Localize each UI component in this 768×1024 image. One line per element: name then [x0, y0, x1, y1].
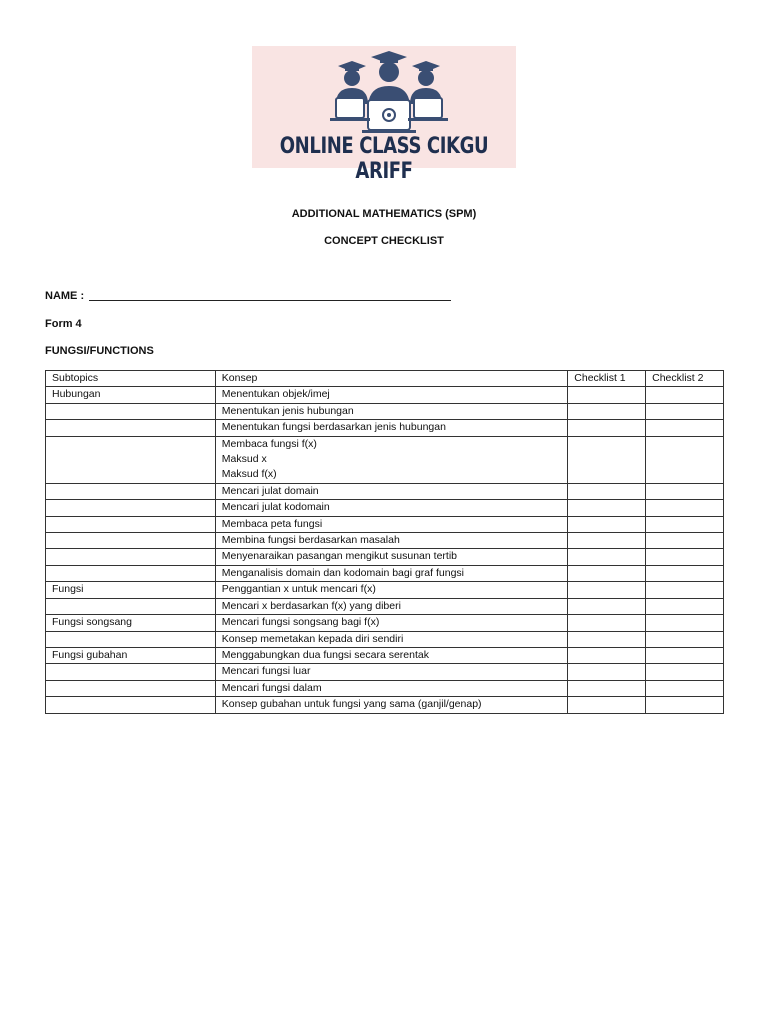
checklist-2-cell[interactable]: [646, 500, 724, 516]
checklist-2-cell[interactable]: [646, 483, 724, 499]
konsep-line: Menentukan objek/imej: [221, 388, 330, 401]
konsep-line: Mencari x berdasarkan f(x) yang diberi: [221, 599, 401, 612]
checklist-1-cell[interactable]: [568, 387, 646, 403]
konsep-cell: [215, 516, 568, 532]
document-subtitle: CONCEPT CHECKLIST: [324, 235, 444, 247]
konsep-cell: [215, 420, 568, 436]
name-underline: [89, 300, 451, 301]
checklist-1-cell[interactable]: [568, 483, 646, 499]
subtopic-cell: [46, 516, 216, 532]
checklist-1-cell[interactable]: [568, 680, 646, 696]
konsep-line: Mencari julat domain: [221, 484, 319, 497]
subtopic-cell: [46, 500, 216, 516]
konsep-cell: [215, 533, 568, 549]
konsep-line: Konsep gubahan untuk fungsi yang sama (ganjil/genap): [221, 698, 482, 711]
name-label: NAME :: [45, 290, 85, 302]
header-konsep: Konsep: [215, 371, 568, 387]
konsep-line: Menentukan jenis hubungan: [221, 404, 354, 417]
logo-text: ONLINE CLASS CIKGU ARIFF: [279, 134, 489, 184]
checklist-2-cell[interactable]: [646, 697, 724, 713]
konsep-cell: [215, 697, 568, 713]
table-row: [46, 647, 724, 663]
checklist-1-cell[interactable]: [568, 664, 646, 680]
konsep-cell: [215, 387, 568, 403]
checklist-2-cell[interactable]: [646, 664, 724, 680]
subtopic-cell: [46, 631, 216, 647]
table-row: [46, 483, 724, 499]
table-row: [46, 387, 724, 403]
konsep-cell: [215, 680, 568, 696]
checklist-2-cell[interactable]: [646, 598, 724, 614]
table-row: [46, 615, 724, 631]
checklist-1-cell[interactable]: [568, 598, 646, 614]
subtopic-cell: Fungsi songsang: [46, 615, 216, 631]
topic-label: FUNGSI/FUNCTIONS: [45, 345, 154, 357]
table-row: [46, 697, 724, 713]
checklist-1-cell[interactable]: [568, 549, 646, 565]
konsep-line: Membaca fungsi f(x): [221, 437, 317, 450]
checklist-2-cell[interactable]: [646, 436, 724, 483]
konsep-line: Maksud x: [221, 453, 267, 466]
subtopic-cell: [46, 664, 216, 680]
konsep-cell: [215, 647, 568, 663]
table-header-row: [46, 371, 724, 387]
table-row: [46, 631, 724, 647]
header-subtopics: Subtopics: [46, 371, 216, 387]
konsep-cell: [215, 631, 568, 647]
checklist-1-cell[interactable]: [568, 615, 646, 631]
form-label: Form 4: [45, 318, 82, 330]
table-row: [46, 664, 724, 680]
table-row: [46, 403, 724, 419]
checklist-2-cell[interactable]: [646, 387, 724, 403]
checklist-1-cell[interactable]: [568, 697, 646, 713]
checklist-2-cell[interactable]: [646, 403, 724, 419]
checklist-1-cell[interactable]: [568, 403, 646, 419]
subtopic-cell: [46, 436, 216, 483]
konsep-cell: [215, 483, 568, 499]
konsep-line: Mencari julat kodomain: [221, 501, 330, 514]
subtopic-cell: [46, 533, 216, 549]
konsep-line: Mencari fungsi luar: [221, 665, 311, 678]
table-row: [46, 549, 724, 565]
subtopic-cell: [46, 565, 216, 581]
checklist-2-cell[interactable]: [646, 549, 724, 565]
table-row: [46, 565, 724, 581]
konsep-line: Mencari fungsi dalam: [221, 681, 322, 694]
checklist-2-cell[interactable]: [646, 516, 724, 532]
konsep-cell: [215, 500, 568, 516]
konsep-line: Menggabungkan dua fungsi secara serentak: [221, 648, 429, 661]
checklist-2-cell[interactable]: [646, 533, 724, 549]
concept-checklist-table: [45, 370, 724, 714]
name-field: [45, 290, 451, 302]
checklist-1-cell[interactable]: [568, 516, 646, 532]
table-row: [46, 516, 724, 532]
subtopic-cell: [46, 598, 216, 614]
checklist-2-cell[interactable]: [646, 565, 724, 581]
subtopic-cell: [46, 483, 216, 499]
checklist-1-cell[interactable]: [568, 565, 646, 581]
table-row: [46, 420, 724, 436]
subtopic-cell: Hubungan: [46, 387, 216, 403]
konsep-line: Konsep memetakan kepada diri sendiri: [221, 632, 404, 645]
table-row: [46, 500, 724, 516]
table-row: [46, 582, 724, 598]
checklist-1-cell[interactable]: [568, 436, 646, 483]
table-row: [46, 436, 724, 483]
subtopic-cell: [46, 549, 216, 565]
konsep-cell: [215, 598, 568, 614]
konsep-cell: [215, 582, 568, 598]
table-row: [46, 680, 724, 696]
checklist-2-cell[interactable]: [646, 647, 724, 663]
subtopic-cell: [46, 420, 216, 436]
konsep-line: Menganalisis domain dan kodomain bagi graf fungsi: [221, 566, 464, 579]
checklist-1-cell[interactable]: [568, 533, 646, 549]
checklist-1-cell[interactable]: [568, 420, 646, 436]
checklist-1-cell[interactable]: [568, 500, 646, 516]
konsep-cell: [215, 549, 568, 565]
header-checklist-1: Checklist 1: [568, 371, 646, 387]
subtopic-cell: Fungsi: [46, 582, 216, 598]
table-row: [46, 598, 724, 614]
konsep-cell: [215, 403, 568, 419]
checklist-1-cell[interactable]: [568, 647, 646, 663]
logo: [252, 46, 516, 184]
konsep-line: Maksud f(x): [221, 468, 277, 481]
subtopic-cell: [46, 680, 216, 696]
konsep-line: Membina fungsi berdasarkan masalah: [221, 534, 400, 547]
konsep-cell: [215, 615, 568, 631]
table-row: [46, 533, 724, 549]
konsep-line: Menyenaraikan pasangan mengikut susunan tertib: [221, 550, 458, 563]
konsep-line: Penggantian x untuk mencari f(x): [221, 583, 376, 596]
checklist-2-cell[interactable]: [646, 582, 724, 598]
checklist-1-cell[interactable]: [568, 631, 646, 647]
checklist-2-cell[interactable]: [646, 420, 724, 436]
document-title: ADDITIONAL MATHEMATICS (SPM): [291, 208, 477, 220]
checklist-2-cell[interactable]: [646, 615, 724, 631]
subtopic-cell: [46, 697, 216, 713]
konsep-line: Membaca peta fungsi: [221, 517, 323, 530]
header-checklist-2: Checklist 2: [646, 371, 724, 387]
checklist-2-cell[interactable]: [646, 680, 724, 696]
checklist-1-cell[interactable]: [568, 582, 646, 598]
konsep-cell: [215, 664, 568, 680]
checklist-2-cell[interactable]: [646, 631, 724, 647]
konsep-line: Menentukan fungsi berdasarkan jenis hubungan: [221, 421, 446, 434]
konsep-line: Mencari fungsi songsang bagi f(x): [221, 616, 380, 629]
subtopic-cell: [46, 403, 216, 419]
konsep-cell: [215, 565, 568, 581]
subtopic-cell: Fungsi gubahan: [46, 647, 216, 663]
konsep-cell: [215, 436, 568, 483]
